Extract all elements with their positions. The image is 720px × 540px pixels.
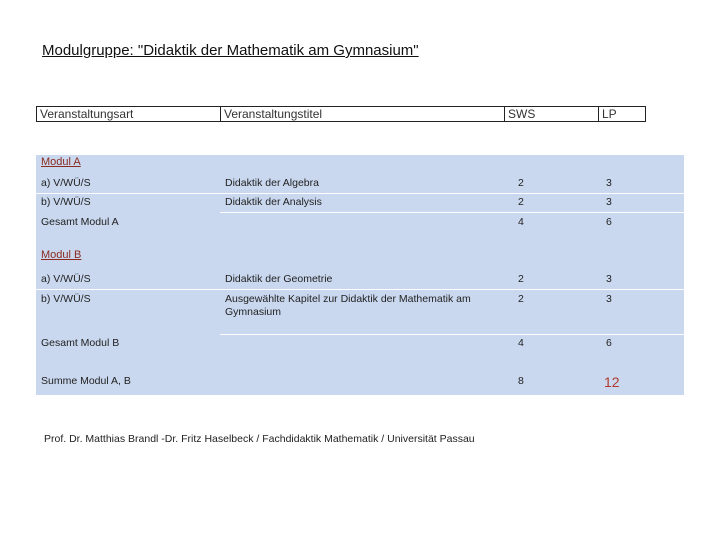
modul-b-row-2-titel-line2: Gymnasium [225,306,282,318]
summe-sws: 8 [518,375,524,387]
modul-a-total-lp: 6 [606,216,612,228]
summe-lp: 12 [604,374,620,390]
modul-b-row-1-lp: 3 [606,273,612,285]
modul-a-row-1-sws: 2 [518,177,524,189]
row-divider [220,212,684,213]
modul-b-label: Modul B [41,249,82,261]
modul-b-total-lp: 6 [606,337,612,349]
modul-b-row-2-art: b) V/WÜ/S [41,293,91,305]
page-title: Modulgruppe: "Didaktik der Mathematik am Gymnasium" [42,42,419,59]
modul-a-row-2-titel: Didaktik der Analysis [225,196,322,208]
modul-a-label: Modul A [41,156,81,168]
modul-a-row-2-lp: 3 [606,196,612,208]
header-lp: LP [598,107,645,121]
summe-label: Summe Modul A, B [41,375,131,387]
modul-a-total-label: Gesamt Modul A [41,216,119,228]
modul-a-row-2-sws: 2 [518,196,524,208]
header-veranstaltungstitel: Veranstaltungstitel [220,107,504,121]
header-veranstaltungsart: Veranstaltungsart [40,107,134,121]
modul-b-row-1-titel: Didaktik der Geometrie [225,273,333,285]
modul-a-row-1-lp: 3 [606,177,612,189]
row-divider [220,334,684,335]
row-divider [36,289,684,290]
modul-a-row-1-titel: Didaktik der Algebra [225,177,319,189]
modul-b-row-2-sws: 2 [518,293,524,305]
modul-a-row-2-art: b) V/WÜ/S [41,196,91,208]
modul-a-total-sws: 4 [518,216,524,228]
header-sws: SWS [504,107,598,121]
modul-b-total-label: Gesamt Modul B [41,337,120,349]
modul-b-row-2-titel-line1: Ausgewählte Kapitel zur Didaktik der Mathematik am [225,293,471,305]
modul-b-total-sws: 4 [518,337,524,349]
modul-b-row-2-lp: 3 [606,293,612,305]
modul-a-row-1-art: a) V/WÜ/S [41,177,91,189]
modul-b-row-1-sws: 2 [518,273,524,285]
module-table-body [36,155,684,395]
footer-credit: Prof. Dr. Matthias Brandl -Dr. Fritz Haselbeck / Fachdidaktik Mathematik / Universität Passau [44,433,475,445]
table-header [36,106,646,122]
row-divider [36,193,684,194]
modul-b-row-1-art: a) V/WÜ/S [41,273,91,285]
